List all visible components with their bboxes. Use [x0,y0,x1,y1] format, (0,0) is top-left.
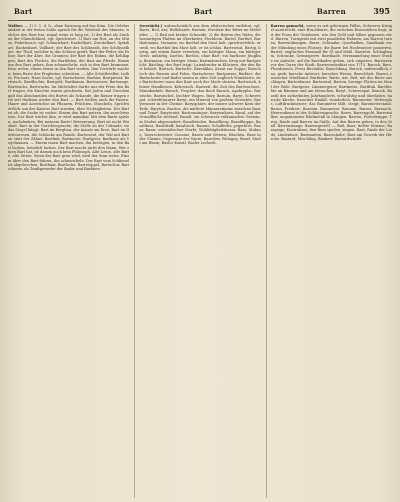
column-right-text: wenn es mit gehörigen Fällen, Schwerer Kringel ausstreicht, eine Bruchbarre, die zwischen Eisenstäben liegt, mit der Form der Gussbarre, wie den Gold und Silber gegossen wird. Barren, Turngerät mit zwei parallelen Holmen; am Barren turnen, Barrenübungen. Barre, Schranke, Querbalken, Sandbank vor der Mündung eines Flusses; die Barre bei Hochwasser passieren. Barrel, englisches Fassmaß für Öl und Mehl. Barrière, Schlagbaum, Schranke, Grenzsperre. Barrikade, Verrammelung einer Straße im Aufruhr; auf die Barrikaden gehen, sich empören. Barrieren vor den Toren der Stadt; Barrierentraktat von 1715. Barsch, Bars, Flussbarsch, Perca fluviatilis; Barschfang. Barsch, unfreundlich, rau, grob; barsche Antwort, barsches Wesen; Barschheit. Barsoi, russischer Windhund. Bartheke. Barte, Axt, Beil; mit der Barte zuschlagen; Bartenhauer. Bartenwal. Barten, hornige Platten im Maul der Wale. Bartgeier, Lämmergeier; Bartmeise, Bartfink. Bartflechte an Bäumen und am Menschen. Baryt, Schwerspat. Barock, Baustil des siebzehnten Jahrhunderts, schwülstig und überladen; barocke Kirche; barocker Einfall, wunderlich. Barometer, Wetterglas, Luftdruckmesser; das Barometer fällt, steigt; Barometerstand. Baron, Freiherr; Baronin, Baronesse; Baronie. Barras, Barrasch, Heeresdienst in der Soldatensprache. Barre, Barrengold, Barrensilber, ungemünztes Edelmetall in Stangen. Barren, Futterkrippe, Trog; Raufe und Barren im Stalle. Auf den Barren gehen, in den Stall. Barrenstange, Barrengestell. — Baß, Bass, tiefste Stimme; Bassgeige, Kontrabass; den Bass spielen, singen. Bast, Rinde der Linde, Lindenbast, Bastmatten, Bastschuhe; Bast am Geweih der Hirsche. Bastard, Mischling, Bankert; Bastardschrift. [270,24,392,141]
column-middle [134,24,260,498]
column-left-text: — 1) 5. 1. d. h., ohne Rasirung auf das Kinn. Die Gelehrsamkeit in der freien Sohle sprach für die Weisheit des Mannes, welches den Bart hat, zumal wenn er lang ist; 2) der Bart als Zeichen der Männlichkeit, vgl. Sprichwort. 3) Bart am Hut, an der Mütze, Federbusch; vgl. Schnurrbart, Knebelbart, Zwickelbart, Spitzbart, Backenbart, Vollbart; der Bart des Schlüssels, der Schlüsselbart, der Theil, welcher in das Schloss greift; Bart der Feder, die Fahne; Bart der Ähre, die Grannen; der Bart des Hahns, die Kehllappen; Bart des Fisches, die Bartfäden; der Bart am Pferde. Einem um den Bart gehen, ihm schmeicheln; sich in den Bart brummen, leise reden; einem etwas in den Bart werfen, ihm Vorwürfe machen; beim Barte des Propheten schwören. — Alte Schriftsteller, Luther, Fischart, Hans Sachs; vgl. Bartscherer, Barbier, Bartputzer, Bartwisch, Bartflechte, Bartgeld, Bartkamm, Bartmesser, Bartzange, Bartwachs, Bartwuchs. Im Mittelalter durfte nur der Freie den Bart tragen; die Knechte waren geschoren. Bei Juden und Griechen galt das Abschneiden des Bartes als Schande; die Römer trugen erst seit Hadrian wieder den Bart. — Bart heißen auch die Fasern, Haare und Auswüchse an Pflanzen, Früchten, Muscheln. Sprichwörtlich: um des Kaisers Bart streiten, über Nichtigkeiten. Der Bart ist ab, die Sache ist vorbei. Einem den Bart putzen, ihn zurechtweisen. Der Bart wächst ihm, er wird mannbar. Mit dem Barte spielen, nachdenken. Bei meinem Barte! Beteuerung. Bart ist nicht Weisheit. Bart in der Gerichtssprache, die Stelle an der Urkunde, wo das Siegel hängt. Bart im Bergbau, der Ansatz am Erze; Bart im Hüttenwesen, die Schlacke am Rande. Bartenwal, der Wal mit Barten statt der Zähne. Bartfink, Bartmeise, Bartgeier, Bartkauz als Vogelnamen. — Einem einen Bart machen, ihn betrügen; in den Bart lachen, heimlich lachen. Der Bart macht nicht den Mann. Wer einen Bart hat, ist darum noch kein Philosoph. Alte Leute, alte Bärte, alte Sitten. Wenn der Bart grau wird, wird der Sinn weise. Einem über den Bart fahren, ihn schmeicheln. Der Bart vom Schlüssel ist abgebrochen. Barthaar, Bartlocke, Bartstoppel, Bartschur, Bartscheren als Zunftgewerbe der Bader und Barbiere. [8,24,130,172]
column-middle-text: wahrscheinlich aus dem altslavischen entlehnt, vgl. Barte, Beil, Axt; Hellebarde. Bartaxt, Streitaxt der Ritter im Mittelalter. — 1) Beil mit breiter Schneide; 2) die Barten des Wales, die hornartigen Platten im Oberkiefer, Fischbein. Bartel, Barthel, Bartholomäus, Vorname; wo Barthel den Most holt, sprichwörtlich: er weiß, wo Barthel den Most holt, er ist schlau. Bartenwal. Bärtig, bartig, mit einem Barte versehen; ein bärtiger Mann, ein bärtiger Greis; unbärtig, bartlos. Bartlos, ohne Bart; ein bartloser Jüngling. Bartmann, ein bärtiger Mann; Bartmännchen, Krug mit Bartgesicht. Bärtling, der Bart trägt; Laienbruder in Klöstern, der den Bart behielt. Bartsch, Bartsche, Bärenklau, Kraut zur Suppe; Borschtsch der Russen und Polen. Bartscherer, Bartputzer, Barbier; die Bartscherer und Bader waren in alter Zeit zugleich Wundärzte; der Bartscherer muss den Bart nach der Mode stutzen. Bartwisch, kleiner Handbesen, Kehrwisch. Bartzeit, die Zeit des Bartwuchses, Mannbarkeit. Baruch, Prophet; das Buch Baruch, Apokryphe. Barutsche, Barutschel, leichter Wagen. Bary, Barium, Baryt, Schwerspat, schwefelsaurer Baryt, ein Mineral von großem Gewichte; Barytwasser in der Chemie. Barysphäre, der innere schwere Kern der Erde. Baryton, Bariton, die mittlere Männerstimme zwischen Bass und Tenor; Barytonist, Baritonsänger; Barytonhorn. Basal, auf der Grundfläche stehend; Basalt, ein schwarzes vulkanisches Gestein, in Säulen abgesondert; Basaltsäulen, Basaltberg, Basaltkuppe, Basaltlava, Basalttuff; basaltisch. Basane, Schafleder, gegerbtes. Basar, Bazar, orientalischer Markt; Wohltätigkeitsbasar. Base, Muhme, Vaterschwester, Cousine; Basen und Vettern; Bäschen. Base in der Chemie, Gegensatz der Säure. Basedow, Pädagog. Basel, Stadt am Rhein; Basler Konzil; Basler Leckerli. [139,24,261,146]
header-right-word: Barren [316,7,346,16]
column-middle-entry-start: (verstärkt.) [139,24,165,28]
running-header [8,6,392,21]
column-left [8,24,129,498]
column-left-entry-start: Weiber. [8,24,25,28]
column-right [266,24,392,498]
header-center-word: Bart [194,7,213,16]
column-right-entry-start: Barren gemacht, [270,24,307,28]
page-number: 395 [373,6,390,16]
header-left-word: Bart [14,7,33,16]
text-columns [8,24,392,498]
